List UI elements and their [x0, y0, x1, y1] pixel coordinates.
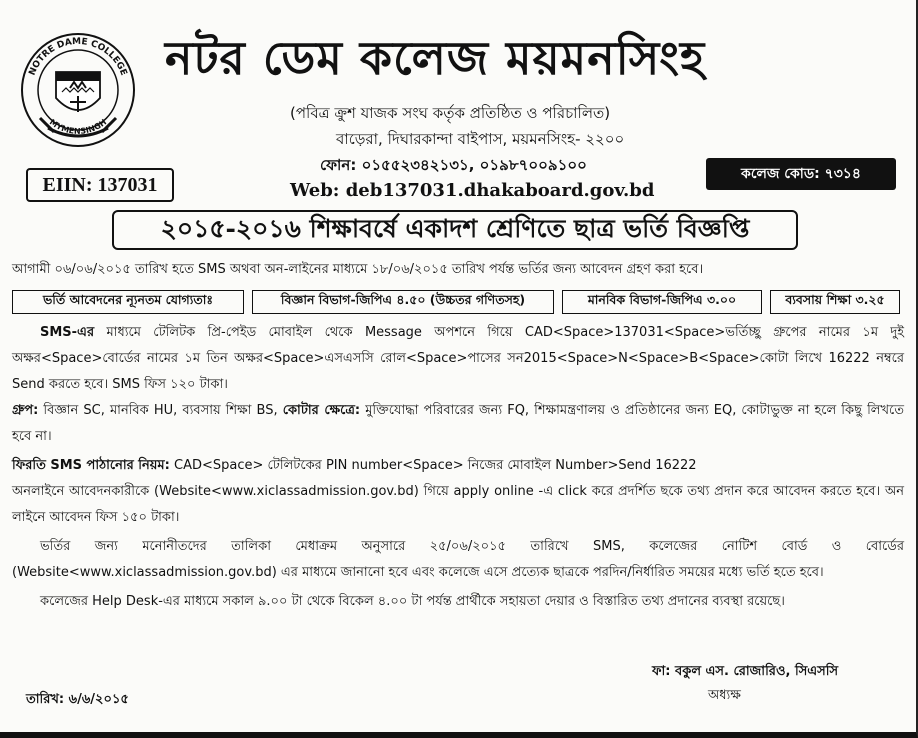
intro-text: আগামী ০৬/০৬/২০১৫ তারিখ হতে SMS অথবা অন-লাইনের মাধ্যমে ১৮/০৬/২০১৫ তারিখ পর্যন্ত ভর্তির জন্য আবেদন গ্রহণ করা হবে।	[12, 262, 704, 277]
college-subtitle: (পবিত্র ক্রুশ যাজক সংঘ কর্তৃক প্রতিষ্ঠিত ও পরিচালিত)	[290, 104, 611, 122]
return-sms-text: CAD<Space> টেলিটকের PIN number<Space> নিজের মোবাইল Number>Send 16222	[169, 458, 697, 473]
college-address: বাড়েরা, দিঘারকান্দা বাইপাস, ময়মনসিংহ- ২২০০	[336, 130, 625, 148]
requirement-business: ব্যবসায় শিক্ষা ৩.২৫	[770, 290, 900, 314]
group-label: গ্রুপ:	[12, 403, 39, 418]
notice-headline: ২০১৫-২০১৬ শিক্ষাবর্ষে একাদশ শ্রেণিতে ছাত্র ভর্তি বিজ্ঞপ্তি	[112, 210, 798, 250]
college-phone: ফোন: ০১৫৫২৩৪২১৩১, ০১৯৮৭০০৯১০০	[320, 156, 587, 174]
help-desk-notice: কলেজের Help Desk-এর মাধ্যমে সকাল ৯.০০ টা থেকে বিকেল ৪.০০ টা পর্যন্ত প্রার্থীকে সহায়তা দেয়ার ও বিস্তারিত তথ্য প্রদানের ব্যবস্থা রয়েছে।	[40, 594, 785, 609]
notice-body	[12, 320, 904, 615]
notice-date: তারিখ: ৬/৬/২০১৫	[26, 692, 129, 707]
college-code-badge: কলেজ কোড: ৭৩১৪	[706, 158, 896, 190]
crest-ring-top-text: NOTRE DAME COLLEGE	[27, 36, 129, 78]
crest-ring-bottom-text: MYMENSINGH	[47, 117, 109, 136]
return-sms-rule	[12, 453, 904, 479]
group-text: বিজ্ঞান SC, মানবিক HU, ব্যবসায় শিক্ষা BS,	[38, 403, 283, 418]
eiin-box: EIIN: 137031	[26, 168, 174, 202]
requirements-row	[12, 290, 902, 314]
merit-list-notice: ভর্তির জন্য মনোনীতদের তালিকা মেধাক্রম অনুসারে ২৫/০৬/২০১৫ তারিখে SMS, কলেজের নোটিশ বোর্ড ও বোর্ডের (Website<www.xiclassadmission.gov.bd) এর মাধ্যমে জানানো হবে এবং কলেজে এসে প্রত্যেক ছাত্রকে পরদিন/নির্ধারিত সময়ের মধ্যে ভর্তি হতে হবে।	[12, 539, 904, 580]
sms-instructions	[12, 320, 904, 398]
college-website[interactable]: Web: deb137031.dhakaboard.gov.bd	[290, 180, 655, 201]
requirements-label: ভর্তি আবেদনের ন্যূনতম যোগ্যতাঃ	[12, 290, 244, 314]
quota-text: মুক্তিযোদ্ধা পরিবারের জন্য FQ, শিক্ষামন্ত্রণালয় ও প্রতিষ্ঠানের জন্য EQ, কোটাভুক্ত না হলে কিছু লিখতে হবে না।	[12, 403, 904, 444]
group-codes	[12, 398, 904, 450]
sms-text: মাধ্যমে টেলিটক প্রি-পেইড মোবাইল থেকে Message অপশনে গিয়ে CAD<Space>137031<Space>ভর্তিচ্ছু গ্রুপের নামের ১ম দুই অক্ষর<Space>বোর্ডের নামের ১ম তিন অক্ষর<Space>এসএসসি রোল<Space>পাসের সন2015<Space>N<Space>B<Space>কোটা লিখে 16222 নম্বরে Send করতে হবে। SMS ফিস ১২০ টাকা।	[12, 325, 904, 392]
requirement-humanities: মানবিক বিভাগ-জিপিএ ৩.০০	[562, 290, 762, 314]
sms-lead: SMS-এর	[40, 325, 95, 340]
college-title: নটর ডেম কলেজ ময়মনসিংহ	[165, 31, 706, 85]
quota-label: কোটার ক্ষেত্রে:	[282, 403, 361, 418]
signature-block	[652, 660, 838, 708]
requirement-science: বিজ্ঞান বিভাগ-জিপিএ ৪.৫০ (উচ্চতর গণিতসহ)	[252, 290, 554, 314]
return-sms-label: ফিরতি SMS পাঠানোর নিয়ম:	[12, 458, 170, 473]
college-crest-logo	[18, 28, 138, 150]
online-application: অনলাইনে আবেদনকারীকে (Website<www.xiclassadmission.gov.bd) গিয়ে apply online -এ click করে প্রদর্শিত ছকে তথ্য প্রদান করে আবেদন করতে হবে। অন লাইনে আবেদন ফিস ১৫০ টাকা।	[12, 484, 904, 525]
principal-title: অধ্যক্ষ	[708, 688, 741, 703]
principal-name: ফা: বকুল এস. রোজারিও, সিএসসি	[652, 664, 839, 679]
